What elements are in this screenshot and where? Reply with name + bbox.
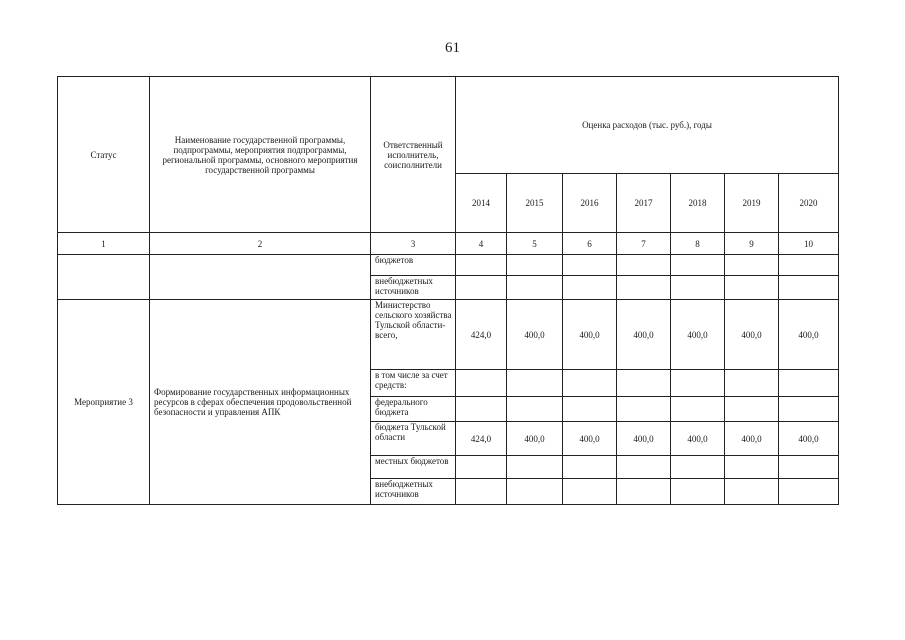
value-cell bbox=[725, 255, 779, 276]
value-cell bbox=[725, 456, 779, 479]
column-numbers-row bbox=[58, 233, 839, 255]
value-cell bbox=[779, 370, 839, 397]
value-cell bbox=[507, 370, 563, 397]
value-cell bbox=[563, 276, 617, 300]
value-cell bbox=[617, 456, 671, 479]
value-cell bbox=[779, 479, 839, 505]
column-number: 9 bbox=[725, 233, 779, 255]
continuation-name-cell bbox=[150, 255, 371, 300]
value-cell bbox=[456, 479, 507, 505]
header-year: 2019 bbox=[725, 174, 779, 233]
value-cell bbox=[617, 479, 671, 505]
value-cell bbox=[507, 397, 563, 422]
header-row bbox=[58, 77, 839, 174]
value-cell bbox=[725, 370, 779, 397]
budget-table bbox=[57, 76, 839, 505]
funding-source: внебюджетных источников bbox=[371, 479, 456, 505]
header-expenses: Оценка расходов (тыс. руб.), годы bbox=[456, 77, 839, 174]
measure-status: Мероприятие 3 bbox=[58, 300, 150, 505]
column-number: 4 bbox=[456, 233, 507, 255]
value-cell bbox=[617, 276, 671, 300]
header-responsible: Ответственный исполнитель, соисполнители bbox=[371, 77, 456, 233]
funding-source: бюджетов bbox=[371, 255, 456, 276]
value-cell bbox=[507, 479, 563, 505]
header-status: Статус bbox=[58, 77, 150, 233]
value-cell bbox=[563, 255, 617, 276]
value-cell: 400,0 bbox=[671, 300, 725, 370]
table-row bbox=[58, 255, 839, 276]
value-cell bbox=[456, 456, 507, 479]
value-cell bbox=[671, 370, 725, 397]
value-cell bbox=[671, 276, 725, 300]
value-cell bbox=[617, 255, 671, 276]
value-cell bbox=[563, 397, 617, 422]
value-cell bbox=[671, 397, 725, 422]
header-year: 2017 bbox=[617, 174, 671, 233]
value-cell bbox=[563, 456, 617, 479]
value-cell bbox=[456, 276, 507, 300]
value-cell bbox=[671, 479, 725, 505]
page-number: 61 bbox=[445, 40, 460, 56]
value-cell bbox=[779, 255, 839, 276]
value-cell bbox=[456, 370, 507, 397]
value-cell: 400,0 bbox=[725, 422, 779, 456]
value-cell bbox=[671, 255, 725, 276]
header-year: 2016 bbox=[563, 174, 617, 233]
measure-name: Формирование государственных информационных ресурсов в сферах обеспечения продовольственной безопасности и управления АПК bbox=[150, 300, 371, 505]
value-cell bbox=[779, 456, 839, 479]
header-name: Наименование государственной программы, подпрограммы, мероприятия подпрограммы, региональной программы, основного мероприятия государственной программы bbox=[150, 77, 371, 233]
header-year: 2014 bbox=[456, 174, 507, 233]
header-year: 2020 bbox=[779, 174, 839, 233]
value-cell bbox=[456, 397, 507, 422]
funding-source: бюджета Тульской области bbox=[371, 422, 456, 456]
value-cell: 400,0 bbox=[507, 300, 563, 370]
value-cell bbox=[779, 276, 839, 300]
value-cell: 400,0 bbox=[779, 422, 839, 456]
value-cell: 400,0 bbox=[725, 300, 779, 370]
column-number: 1 bbox=[58, 233, 150, 255]
value-cell bbox=[725, 397, 779, 422]
value-cell: 400,0 bbox=[617, 422, 671, 456]
value-cell bbox=[507, 255, 563, 276]
value-cell: 400,0 bbox=[617, 300, 671, 370]
column-number: 6 bbox=[563, 233, 617, 255]
column-number: 5 bbox=[507, 233, 563, 255]
value-cell bbox=[725, 276, 779, 300]
value-cell bbox=[617, 397, 671, 422]
funding-source: федерального бюджета bbox=[371, 397, 456, 422]
value-cell: 424,0 bbox=[456, 300, 507, 370]
header-year: 2018 bbox=[671, 174, 725, 233]
continuation-status-cell bbox=[58, 255, 150, 300]
column-number: 3 bbox=[371, 233, 456, 255]
value-cell bbox=[725, 479, 779, 505]
funding-source: местных бюджетов bbox=[371, 456, 456, 479]
value-cell bbox=[671, 456, 725, 479]
value-cell: 400,0 bbox=[779, 300, 839, 370]
value-cell bbox=[563, 370, 617, 397]
column-number: 7 bbox=[617, 233, 671, 255]
value-cell bbox=[617, 370, 671, 397]
value-cell bbox=[563, 479, 617, 505]
value-cell: 400,0 bbox=[671, 422, 725, 456]
value-cell: 400,0 bbox=[563, 300, 617, 370]
funding-source: в том числе за счет средств: bbox=[371, 370, 456, 397]
value-cell bbox=[456, 255, 507, 276]
value-cell bbox=[779, 397, 839, 422]
value-cell bbox=[507, 456, 563, 479]
table-row bbox=[58, 300, 839, 370]
value-cell bbox=[507, 276, 563, 300]
value-cell: 400,0 bbox=[507, 422, 563, 456]
value-cell: 424,0 bbox=[456, 422, 507, 456]
header-year: 2015 bbox=[507, 174, 563, 233]
value-cell: 400,0 bbox=[563, 422, 617, 456]
funding-source: внебюджетных источников bbox=[371, 276, 456, 300]
column-number: 10 bbox=[779, 233, 839, 255]
column-number: 8 bbox=[671, 233, 725, 255]
column-number: 2 bbox=[150, 233, 371, 255]
funding-source: Министерство сельского хозяйства Тульской области- всего, bbox=[371, 300, 456, 370]
